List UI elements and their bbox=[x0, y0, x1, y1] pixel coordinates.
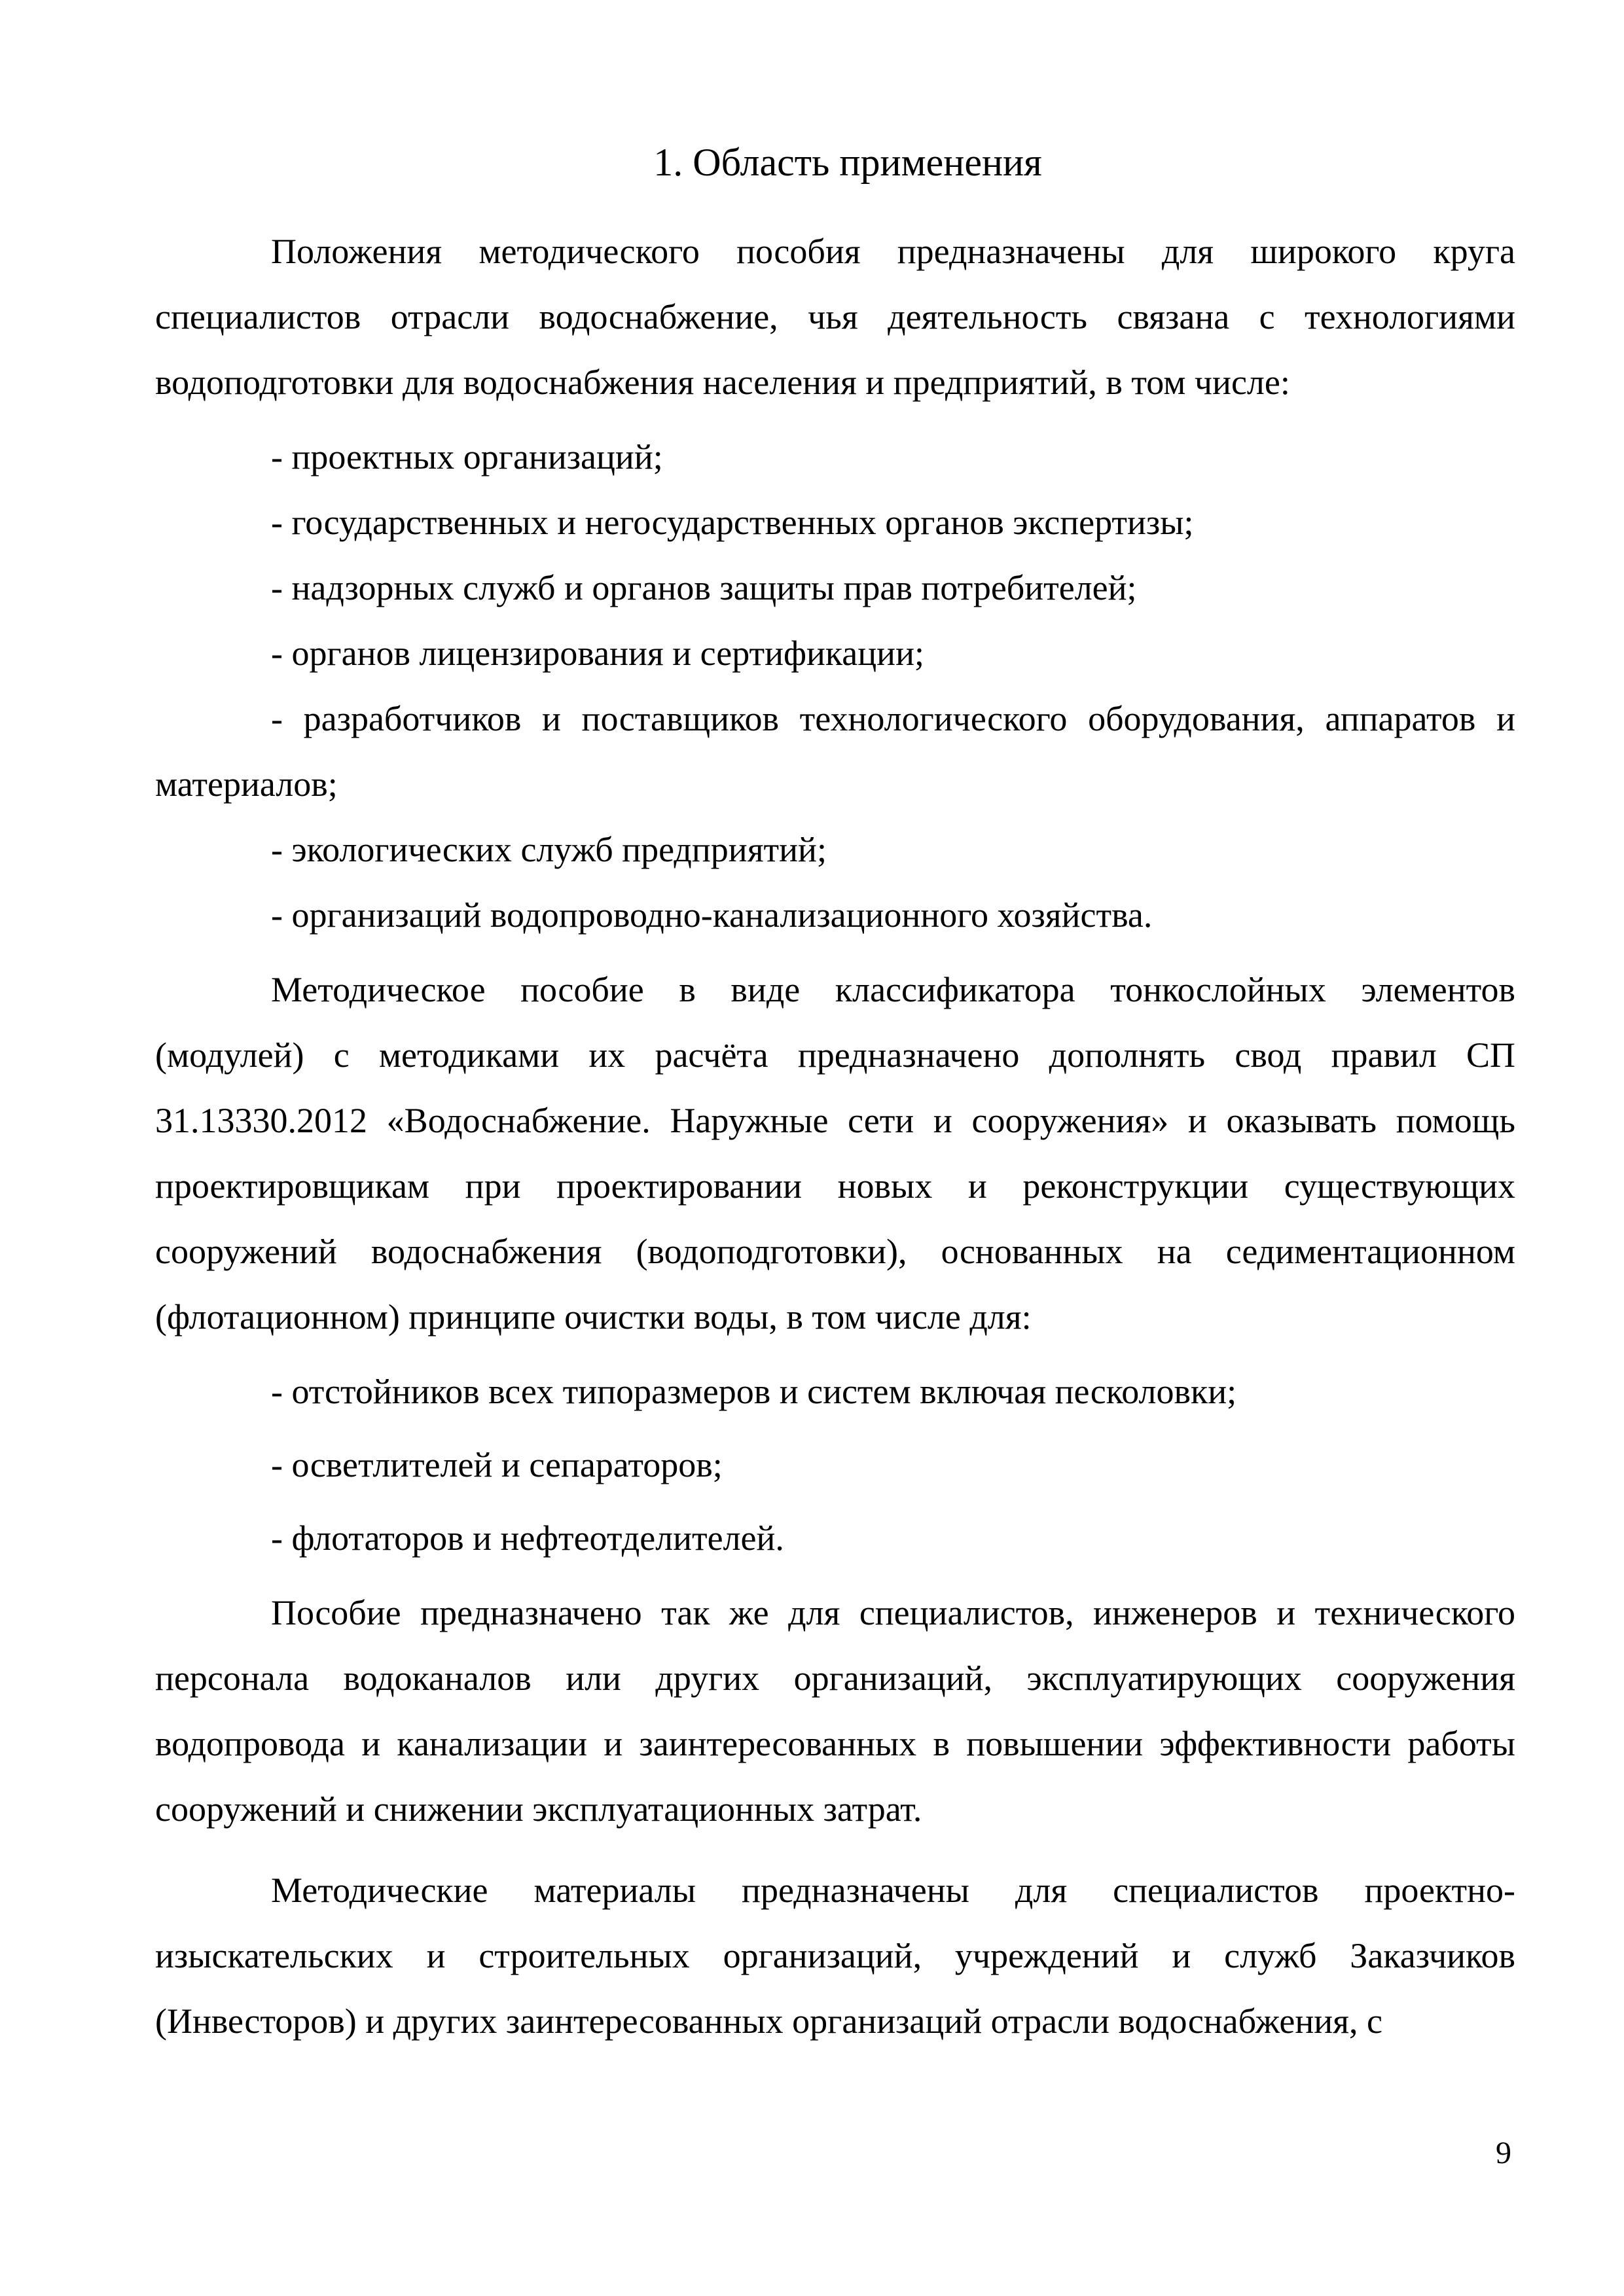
document-body bbox=[155, 219, 1515, 2054]
intro-paragraph: Положения методического пособия предназначены для широкого круга специалистов отрасли водоснабжение, чья деятельность связана с технологиями водоподготовки для водоснабжения населения и предприятий, в том числе: bbox=[155, 232, 1515, 402]
page-number: 9 bbox=[1496, 2136, 1511, 2170]
list-item-wrapped: - разработчиков и поставщиков технологического оборудования, аппаратов и материалов; bbox=[155, 699, 1515, 804]
list-item: - государственных и негосударственных органов экспертизы; bbox=[271, 503, 1194, 542]
list-item: - проектных организаций; bbox=[271, 437, 663, 476]
list-organizations bbox=[155, 424, 1515, 948]
list-item: - отстойников всех типоразмеров и систем включая песколовки; bbox=[271, 1372, 1237, 1411]
paragraph-audience: Методические материалы предназначены для специалистов проектно-изыскательских и строительных организаций, учреждений и служб Заказчиков (Инвесторов) и других заинтересованных организаций отрасли водоснабжения, с bbox=[155, 1871, 1515, 2041]
list-item: - осветлителей и сепараторов; bbox=[271, 1445, 723, 1484]
list-item: - экологических служб предприятий; bbox=[271, 830, 827, 869]
list-item: - организаций водопроводно-канализационного хозяйства. bbox=[271, 895, 1153, 935]
section-title: 1. Область применения bbox=[653, 141, 1042, 184]
list-item: - органов лицензирования и сертификации; bbox=[271, 634, 924, 673]
list-facilities bbox=[155, 1359, 1515, 1571]
paragraph-operators: Пособие предназначено так же для специалистов, инженеров и технического персонала водоканалов или других организаций, эксплуатирующих сооружения водопровода и канализации и заинтересованных в повышении эффективности работы сооружений и снижении эксплуатационных затрат. bbox=[155, 1593, 1515, 1829]
paragraph-methodology: Методическое пособие в виде классификатора тонкослойных элементов (модулей) с методиками их расчёта предназначено дополнять свод правил СП 31.13330.2012 «Водоснабжение. Наружные сети и сооружения» и оказывать помощь проектировщикам при проектировании новых и реконструкции существующих сооружений водоснабжения (водоподготовки), основанных на седиментационном (флотационном) принципе очистки воды, в том числе для: bbox=[155, 970, 1515, 1336]
list-item: - флотаторов и нефтеотделителей. bbox=[271, 1518, 784, 1558]
list-item: - надзорных служб и органов защиты прав потребителей; bbox=[271, 568, 1137, 607]
